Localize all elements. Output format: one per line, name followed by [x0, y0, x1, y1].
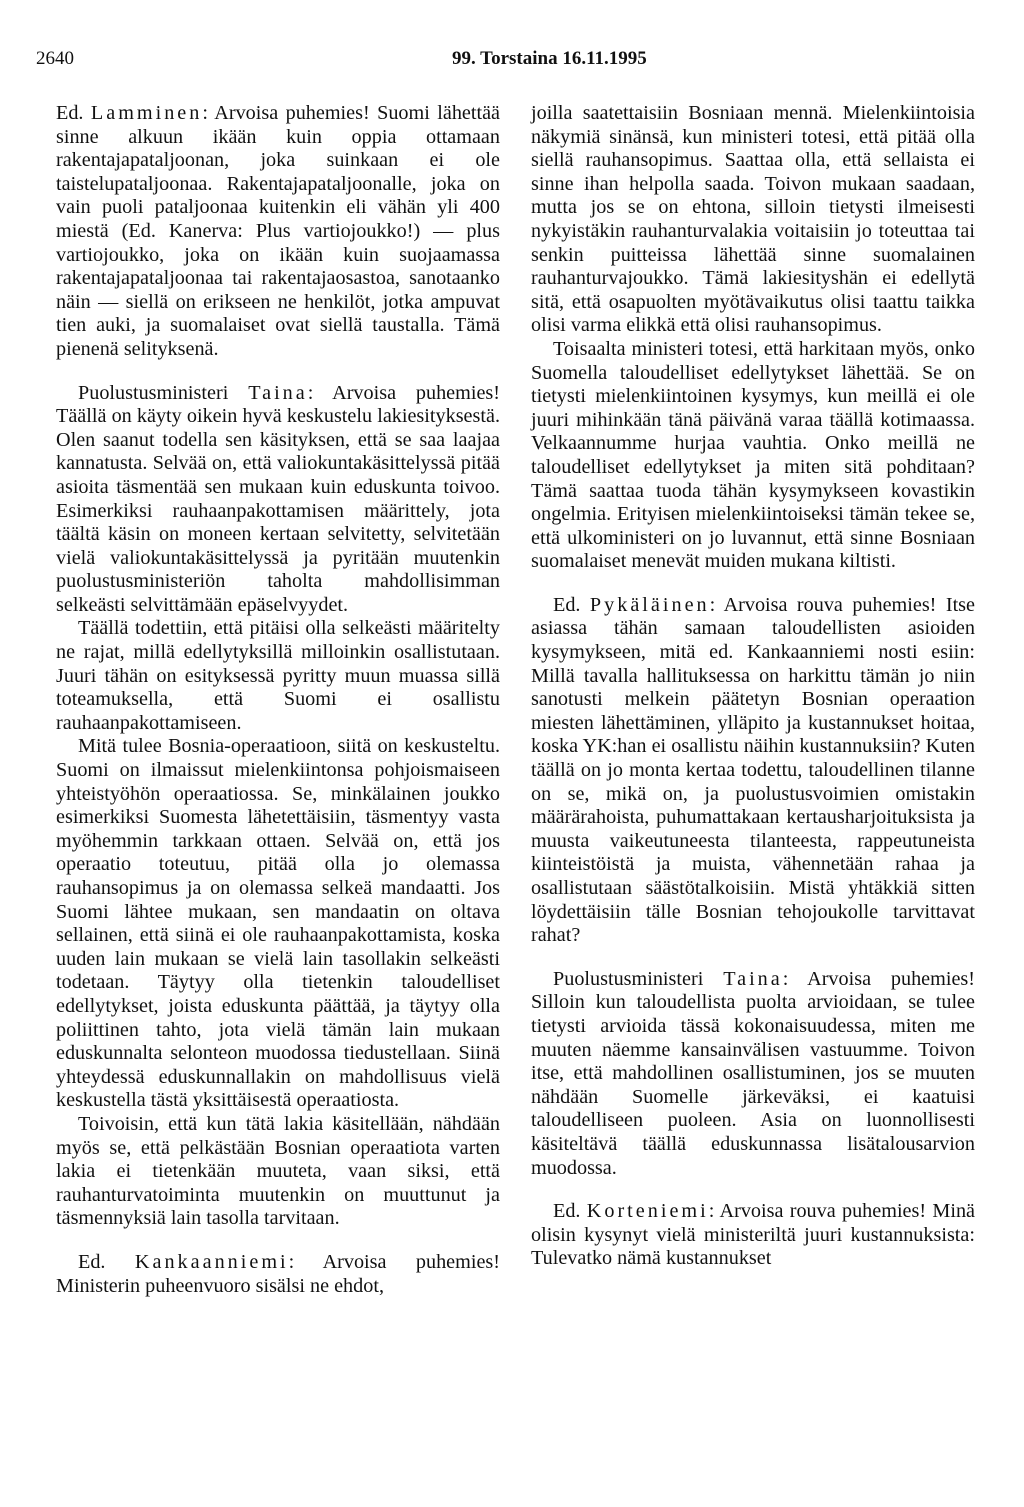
speaker-name: Pykäläinen: [589, 593, 710, 616]
speaker-title: Puolustusministeri: [78, 381, 229, 404]
speaker-title: Puolustusministeri: [553, 967, 704, 990]
speaker-title: Ed.: [553, 1200, 581, 1223]
speech-text: Arvoisa puhemies! Ministerin puheenvuoro sisälsi ne ehdot,: [56, 1250, 500, 1297]
speech-paragraph: Puolustusministeri Taina: Arvoisa puhemies! Silloin kun taloudellista puolta arvioidaan, se tulee tietysti arvioida tässä kokonaisuudessa, miten me muuten näemme kansainvälisen vastuumme. Toivon itse, että mahdollinen osallistuminen, jos se muuten nähdään Suomelle järkeväksi, ei kaatuisi taloudelliseen puoleen. Asia on luonnollisesti käsiteltävä täällä eduskunnassa lisätalousarvion muodossa.: [531, 967, 975, 1179]
speaker-title: Ed.: [553, 593, 581, 616]
speech-paragraph: Ed. Pykäläinen: Arvoisa rouva puhemies! Itse asiassa tähän samaan taloudellisten asioiden kysymykseen, mitä ed. Kankaanniemi nosti esiin: Millä tavalla hallituksessa on harkittu tämän jo niin sanotusti melkein päätetyn Bosnian operaation miesten lähettäminen, ylläpito ja kustannukset hoitaa, koska YK:han ei osallistu näihin kustannuksiin? Kuten täällä on jo monta kertaa todettu, taloudellinen tilanne on se, mikä on, ja puolustusvoimien omistakin määrärahoista, puhumattakaan kertausharjoituksista ja muusta vaikeutuneesta tilanteesta, rappeutuneista kiinteistöistä ja muista, vähennetään rahaa ja osallistutaan säästötalkoisiin. Mistä yhtäkkiä sitten löydettäisiin tälle Bosnian tehojoukolle tarvittavat rahat?: [531, 593, 975, 947]
body-paragraph: Mitä tulee Bosnia-operaatioon, siitä on keskusteltu. Suomi on ilmaissut mielenkiintonsa pohjoismaiseen yhteistyöhön operaatiossa. Se, minkälainen joukko esimerkiksi Suomesta lähetettäisiin, täsmentyy vasta myöhemmin tarkkaan ottaen. Selvää on, että jos operaatio toteutuu, pitää olla jo olemassa rauhansopimus ja on olemassa selkeä mandaatti. Jos Suomi lähtee mukaan, sen mandaatin on oltava sellainen, että siinä ei ole rauhaanpakottamista, koska uuden lain mukaan se vielä lain tasollakin selkeästi todetaan. Täytyy olla tietenkin taloudelliset edellytykset, joista eduskunta päättää, ja täytyy olla poliittinen tahto, jota vielä tämän lain mukaan eduskunnalta selonteon muodossa tiedustellaan. Siinä yhteydessä eduskunnallakin on mahdollisuus vielä keskustella tästä yksittäisestä operaatiosta.: [56, 735, 500, 1112]
body-paragraph: Täällä todettiin, että pitäisi olla selkeästi määritelty ne rajat, millä edellytyksillä milloinkin osallistutaan. Juuri tähän on esityksessä pyritty muun muassa sillä toteamuksella, että Suomi ei osallistu rauhaanpakottamiseen.: [56, 617, 500, 734]
speech-paragraph: Ed. Korteniemi: Arvoisa rouva puhemies! Minä olisin kysynyt vielä ministeriltä juuri kustannuksista: Tulevatko nämä kustannukset: [531, 1200, 975, 1270]
speaker-name: Korteniemi: [586, 1200, 709, 1223]
speech-text: Arvoisa puhemies! Silloin kun taloudellista puolta arvioidaan, se tulee tietysti arvioida tässä kokonaisuudessa, miten me muuten näemme kansainvälisen vastuumme. Toivon itse, että mahdollinen osallistuminen, jos se muuten nähdään Suomelle järkeväksi, ei kaatuisi taloudelliseen puoleen. Asia on luonnollisesti käsiteltävä täällä eduskunnassa lisätalousarvion muodossa.: [531, 967, 975, 1179]
speech-text: Arvoisa puhemies! Täällä on käyty oikein hyvä keskustelu lakiesityksestä. Olen saanut todella sen käsityksen, että se saa laajaa kannatusta. Selvää on, että valiokuntakäsittelyssä pitää asioita täsmentää sen mukaan kuin eduskunta toivoo. Esimerkiksi rauhaanpakottamisen määrittely, jota täältä käsin on moneen kertaan selvitetty, selvitetään vielä valiokuntakäsittelyssä ja pyritään muutenkin puolustusministeriön taholta mahdollisimman selkeästi selvittämään epäselvyydet.: [56, 381, 500, 616]
running-head: 99. Torstaina 16.11.1995: [452, 48, 647, 69]
left-column: [56, 102, 500, 1298]
speaker-title: Ed.: [56, 102, 84, 124]
speech-text: Arvoisa puhemies! Suomi lähettää sinne alkuun ikään kuin oppia ottamaan rakentajapataljoonan, joka suinkaan ei ole taistelupataljoonaa. Rakentajapataljoonalle, joka on vain puoli pataljoonaa kuitenkin eli vähän yli 400 miestä (Ed. Kanerva: Plus vartiojoukko!) — plus vartiojoukko, joka on ikään kuin suojaamassa rakentajapataljoonaa tai rakentajaosastoa, sanotaanko näin — siellä on erikseen ne henkilöt, jotka ampuvat tien auki, ja suomalaiset ovat siellä taustalla. Tämä pienenä selityksenä.: [56, 102, 501, 360]
speaker-title: Ed.: [78, 1250, 106, 1273]
speaker-name: Lamminen: [90, 102, 203, 124]
speech-paragraph: Ed. Lamminen: Arvoisa puhemies! Suomi lähettää sinne alkuun ikään kuin oppia ottamaan rakentajapataljoonan, joka suinkaan ei ole taistelupataljoonaa. Rakentajapataljoonalle, joka on vain puoli pataljoonaa kuitenkin eli vähän yli 400 miestä (Ed. Kanerva: Plus vartiojoukko!) — plus vartiojoukko, joka on ikään kuin suojaamassa rakentajapataljoonaa tai rakentajaosastoa, sanotaanko näin — siellä on erikseen ne henkilöt, jotka ampuvat tien auki, ja suomalaiset ovat siellä taustalla. Tämä pienenä selityksenä.: [56, 102, 501, 360]
body-paragraph: Toisaalta ministeri totesi, että harkitaan myös, onko Suomella taloudelliset edellytykset lähettää. Se on tietysti mielenkiintoinen kysymys, kun meillä ei ole juuri mihinkään tänä päivänä varaa täällä kotimaassa. Velkaannumme hurjaa vauhtia. Onko meillä ne taloudelliset edellytykset ja miten sitä pohditaan? Tämä saattaa tuoda tähän kysymykseen kovastikin ongelmia. Erityisen mielenkiintoiseksi tämän tekee se, että ulkoministeri on jo luvannut, että sinne Bosniaan suomalaiset menevät muiden mukana kiltisti.: [531, 337, 975, 573]
page-number: 2640: [36, 48, 74, 69]
speech-text: Arvoisa rouva puhemies! Itse asiassa tähän samaan taloudellisten asioiden kysymykseen, mitä ed. Kankaanniemi nosti esiin: Millä tavalla hallituksessa on harkittu tämän jo niin sanotusti melkein päätetyn Bosnian operaation miesten lähettäminen, ylläpito ja kustannukset hoitaa, koska YK:han ei osallistu näihin kustannuksiin? Kuten täällä on jo monta kertaa todettu, taloudellinen tilanne on se, mikä on, ja puolustusvoimien omistakin määrärahoista, puhumattakaan kertausharjoituksista ja muusta vaikeutuneesta tilanteesta, rappeutuneista kiinteistöistä ja muista, vähennetään rahaa ja osallistutaan säästötalkoisiin. Mistä yhtäkkiä sitten löydettäisiin tälle Bosnian tehojoukolle tarvittavat rahat?: [531, 593, 975, 947]
speech-text: Arvoisa rouva puhemies! Minä olisin kysynyt vielä ministeriltä juuri kustannuksista: Tulevatko nämä kustannukset: [531, 1200, 975, 1270]
speaker-name: Taina: [248, 381, 308, 404]
speaker-name: Taina: [723, 967, 783, 990]
body-paragraph: Toivoisin, että kun tätä lakia käsitellään, nähdään myös se, että pelkästään Bosnian operaatiota varten lakia ei tietenkään muuteta, vaan siksi, että rauhanturvatoiminta muutenkin on muuttunut ja täsmennyksiä lain tasolla tarvitaan.: [56, 1112, 500, 1230]
speech-paragraph: Puolustusministeri Taina: Arvoisa puhemies! Täällä on käyty oikein hyvä keskustelu lakiesityksestä. Olen saanut todella sen käsityksen, että se saa laajaa kannatusta. Selvää on, että valiokuntakäsittelyssä pitää asioita täsmentää sen mukaan kuin eduskunta toivoo. Esimerkiksi rauhaanpakottamisen määrittely, jota täältä käsin on moneen kertaan selvitetty, selvitetään vielä valiokuntakäsittelyssä ja pyritään muutenkin puolustusministeriön taholta mahdollisimman selkeästi selvittämään epäselvyydet.: [56, 381, 500, 616]
body-paragraph: joilla saatettaisiin Bosniaan mennä. Mielenkiintoisia näkymiä sinänsä, kun ministeri totesi, että pitää olla siellä rauhansopimus. Saattaa olla, että sellaista ei sinne ihan helpolla saada. Toivon mukaan saadaan, mutta jos se on ehtona, silloin tietysti ilmeisesti nykyistäkin rauhanturvalakia voitaisiin jo toteuttaa tai senkin puitteissa lähettää sinne suomalainen rauhanturvajoukko. Tämä lakiesityshän ei edellytä sitä, että osapuolten myötävaikutus olisi taattu taikka olisi varma elikkä että olisi rauhansopimus.: [531, 102, 975, 337]
right-column: [531, 102, 975, 1271]
speech-paragraph: Ed. Kankaanniemi: Arvoisa puhemies! Ministerin puheenvuoro sisälsi ne ehdot,: [56, 1250, 500, 1297]
speaker-name: Kankaanniemi: [134, 1250, 289, 1273]
